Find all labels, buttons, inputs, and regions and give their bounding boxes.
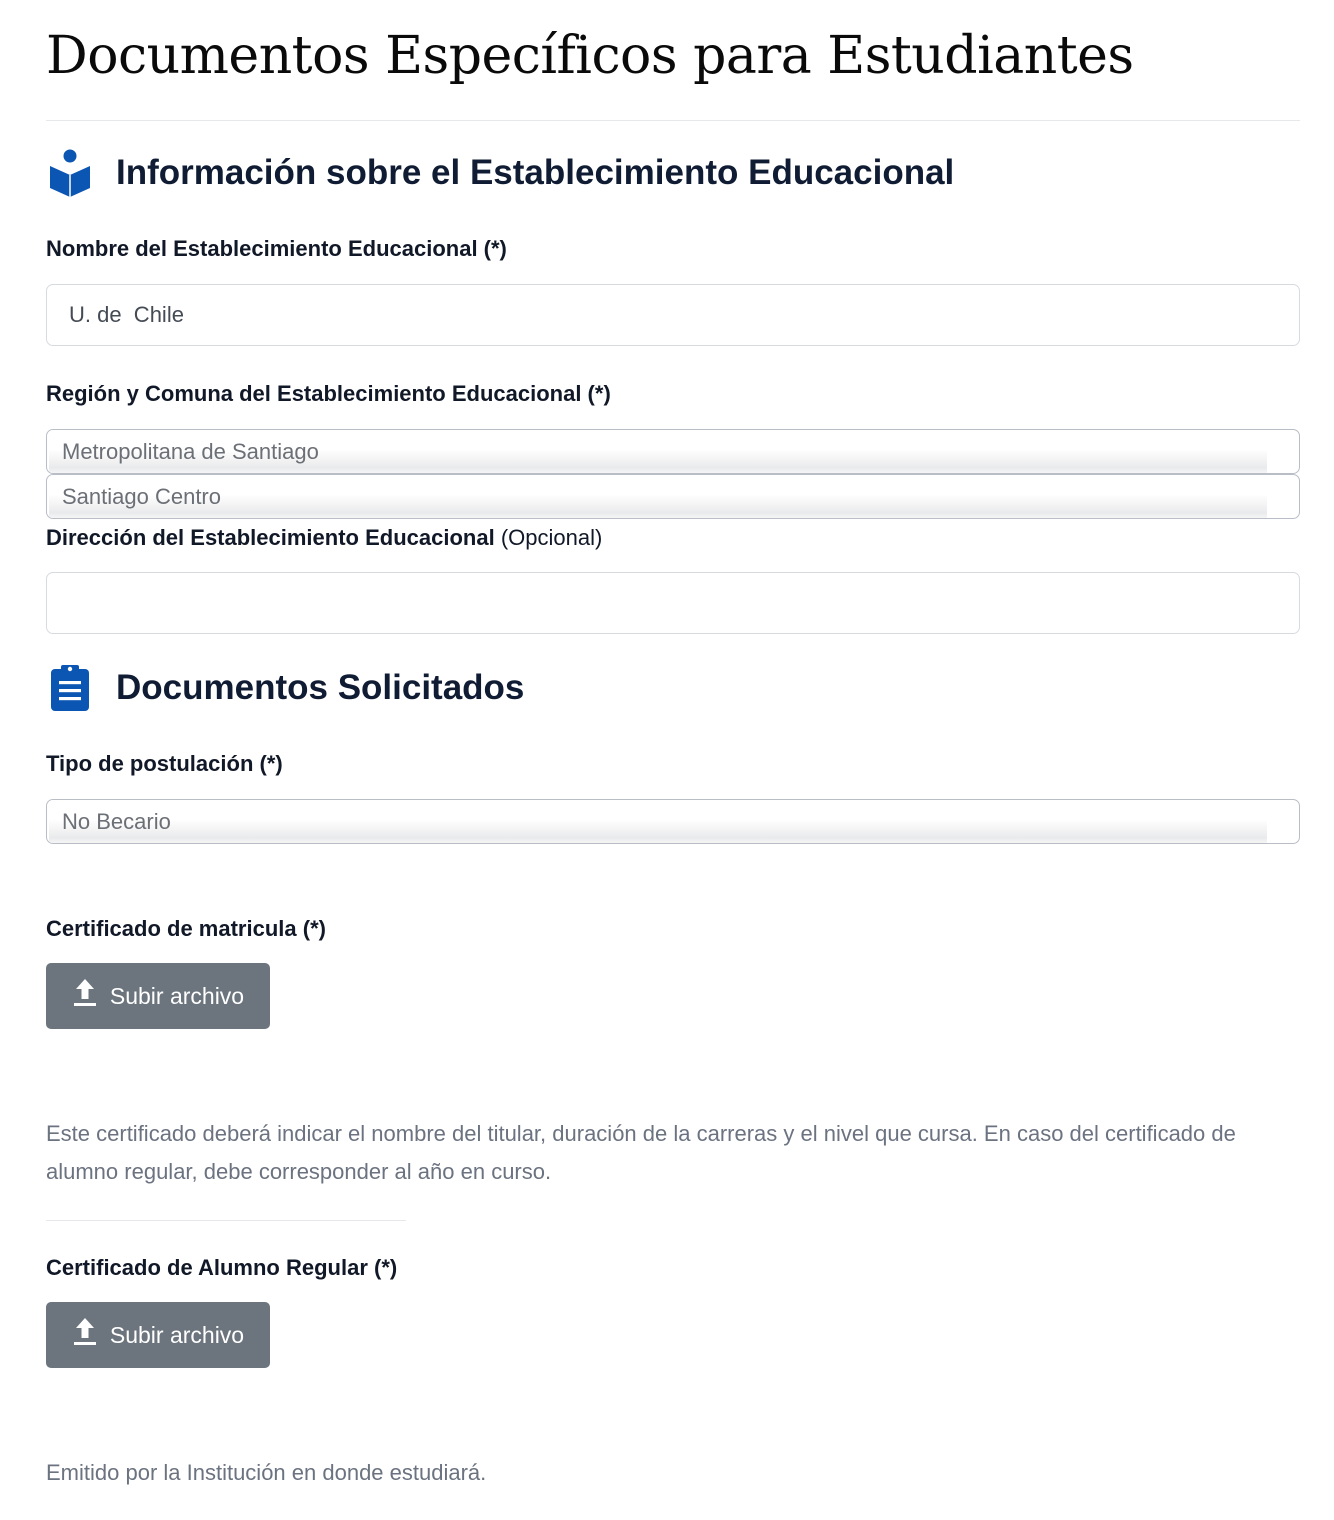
doc-alumno-regular-label: Certificado de Alumno Regular (*) <box>46 1255 398 1280</box>
upload-alumno-regular-button[interactable] <box>46 1302 270 1368</box>
doc-matricula-label: Certificado de matricula (*) <box>46 916 326 941</box>
clipboard-icon <box>46 662 98 714</box>
application-type-select-fade <box>49 800 1267 843</box>
doc-matricula-help: Este certificado deberá indicar el nombre del titular, duración de la carreras y el nivel que cursa. En caso del certificado de alumno regular, debe corresponder al año en curso. <box>46 1121 1236 1184</box>
application-type-label: Tipo de postulación (*) <box>46 751 283 776</box>
address-label <box>46 525 602 551</box>
address-optional-text: (Opcional) <box>500 525 603 550</box>
region-select-value: Metropolitana de Santiago <box>62 438 319 464</box>
upload-icon <box>72 1316 98 1346</box>
section-title-school: Información sobre el Establecimiento Educacional <box>116 153 955 192</box>
region-comuna-label: Región y Comuna del Establecimiento Educacional (*) <box>46 381 611 406</box>
reader-book-icon <box>46 147 98 199</box>
application-type-select-value: No Becario <box>62 808 171 834</box>
upload-matricula-button[interactable] <box>46 963 270 1029</box>
region-select[interactable] <box>46 429 1300 474</box>
title-divider <box>46 120 1300 121</box>
school-name-input[interactable] <box>46 284 1300 346</box>
upload-matricula-button-label: Subir archivo <box>109 982 245 1009</box>
comuna-select[interactable] <box>46 474 1300 519</box>
page-title: Documentos Específicos para Estudiantes <box>46 26 1134 86</box>
document-divider <box>46 1220 406 1221</box>
section-title-docs: Documentos Solicitados <box>116 668 525 707</box>
address-label-text: Dirección del Establecimiento Educacional <box>46 525 495 550</box>
doc-alumno-regular-help: Emitido por la Institución en donde estudiará. <box>46 1460 487 1485</box>
application-type-select[interactable] <box>46 799 1300 844</box>
address-input[interactable] <box>46 572 1300 634</box>
upload-icon <box>72 977 98 1007</box>
comuna-select-fade <box>49 475 1267 518</box>
comuna-select-value: Santiago Centro <box>62 483 221 509</box>
school-name-label: Nombre del Establecimiento Educacional (*) <box>46 236 507 261</box>
upload-alumno-regular-button-label: Subir archivo <box>109 1321 245 1348</box>
section-header-school <box>46 145 954 201</box>
section-header-docs <box>46 660 524 716</box>
